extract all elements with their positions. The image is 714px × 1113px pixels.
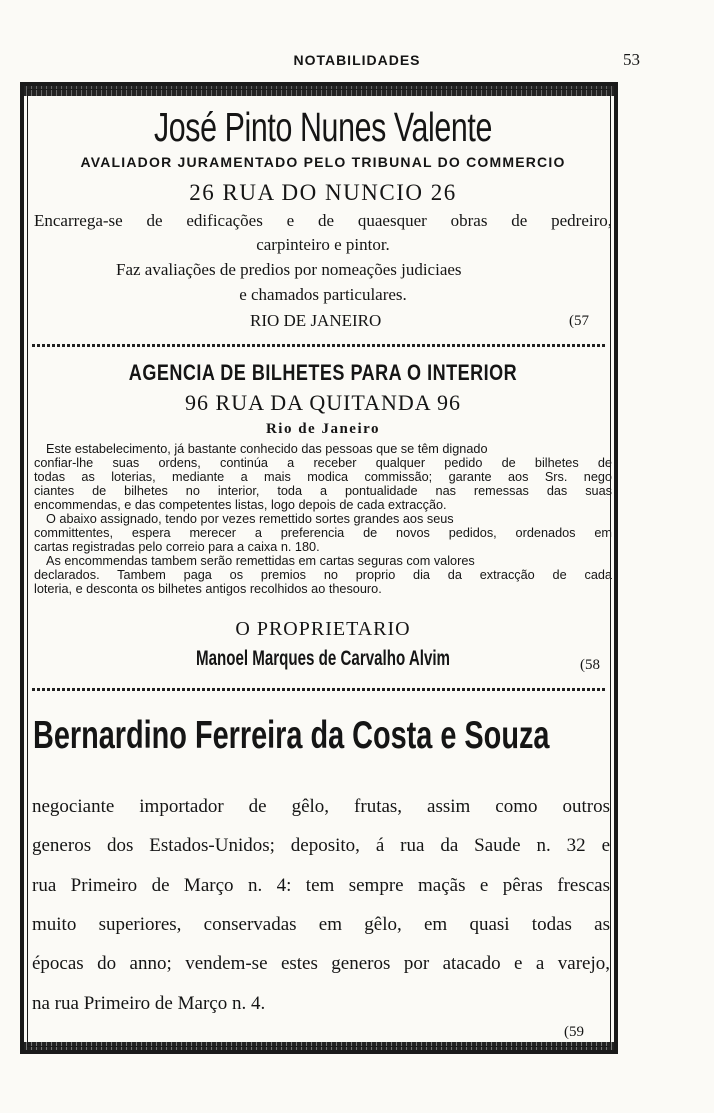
city-line: RIO DE JANEIRO [250, 311, 382, 330]
agency-text-line: cartas registradas pelo correio para a caixa n. 180. [34, 540, 320, 554]
agency-city: Rio de Janeiro [265, 421, 381, 437]
running-head: NOTABILIDADES [293, 52, 421, 68]
street-address: 26 RUA DO NUNCIO 26 [189, 180, 457, 205]
ad-text-line: carpinteiro e pintor. [256, 235, 390, 254]
advertiser-title: AVALIADOR JURAMENTADO PELO TRIBUNAL DO COMMERCIO [80, 154, 566, 170]
agency-text-line: confiar-lhe suas ordens, continúa a receber qualquer pedido de bilhetes de [34, 456, 612, 470]
agency-heading: AGENCIA DE BILHETES PARA O INTERIOR [128, 360, 518, 385]
ad-reference: (58 [580, 657, 600, 673]
divider [32, 344, 606, 347]
agency-text-line: As encommendas tambem serão remettidas em cartas seguras com valores [46, 554, 475, 568]
agency-text-line: todas as loterias, mediante a mais modica commissão; garante aos Srs. nego [34, 470, 612, 484]
ad-text-line: e chamados particulares. [239, 285, 407, 304]
agency-text-line: declarados. Tambem paga os premios no proprio dia da extracção de cada [34, 568, 612, 582]
merchant-text-line: generos dos Estados-Unidos; deposito, á rua da Saude n. 32 e [32, 835, 610, 856]
ad-reference: (57 [569, 313, 589, 329]
divider [32, 688, 606, 691]
frame-bottom-rule [24, 1042, 614, 1050]
page-number: 53 [623, 50, 640, 69]
ad-text-line: Encarrega-se de edificações e de quaesquer obras de pedreiro, [34, 211, 612, 230]
frame-top-rule [24, 86, 614, 96]
merchant-text-line: negociante importador de gêlo, frutas, assim como outros [32, 796, 610, 817]
advertisement-frame [20, 82, 618, 1054]
merchant-text-line: épocas do anno; vendem-se estes generos por atacado e a varejo, [32, 953, 610, 974]
ad-reference: (59 [564, 1024, 584, 1040]
agency-text-line: loteria, e desconta os bilhetes antigos recolhidos ao thesouro. [34, 582, 382, 596]
merchant-text-line: muito superiores, conservadas em gêlo, em quasi todas as [32, 914, 610, 935]
proprietor-name: Manoel Marques de Carvalho Alvim [195, 647, 451, 670]
merchant-text-line: na rua Primeiro de Março n. 4. [32, 993, 266, 1014]
merchant-name: Bernardino Ferreira da Costa e Souza [33, 714, 550, 757]
merchant-text-line: rua Primeiro de Março n. 4: tem sempre maçãs e pêras frescas [32, 875, 610, 896]
ad-text-line: Faz avaliações de predios por nomeações judiciaes [116, 260, 462, 279]
agency-text-line: ciantes de bilhetes no interior, toda a pontualidade nas remessas das suas [34, 484, 612, 498]
agency-address: 96 RUA DA QUITANDA 96 [185, 390, 461, 415]
agency-text-line: committentes, espera merecer a preferencia de novos pedidos, ordenados em [34, 526, 612, 540]
proprietor-label: O PROPRIETARIO [235, 618, 411, 640]
agency-text-line: O abaixo assignado, tendo por vezes remettido sortes grandes aos seus [46, 512, 454, 526]
agency-text-line: encommendas, e das competentes listas, logo depois de cada extracção. [34, 498, 447, 512]
agency-text-line: Este estabelecimento, já bastante conhecido das pessoas que se têm dignado [46, 442, 488, 456]
advertiser-name: José Pinto Nunes Valente [153, 104, 492, 150]
